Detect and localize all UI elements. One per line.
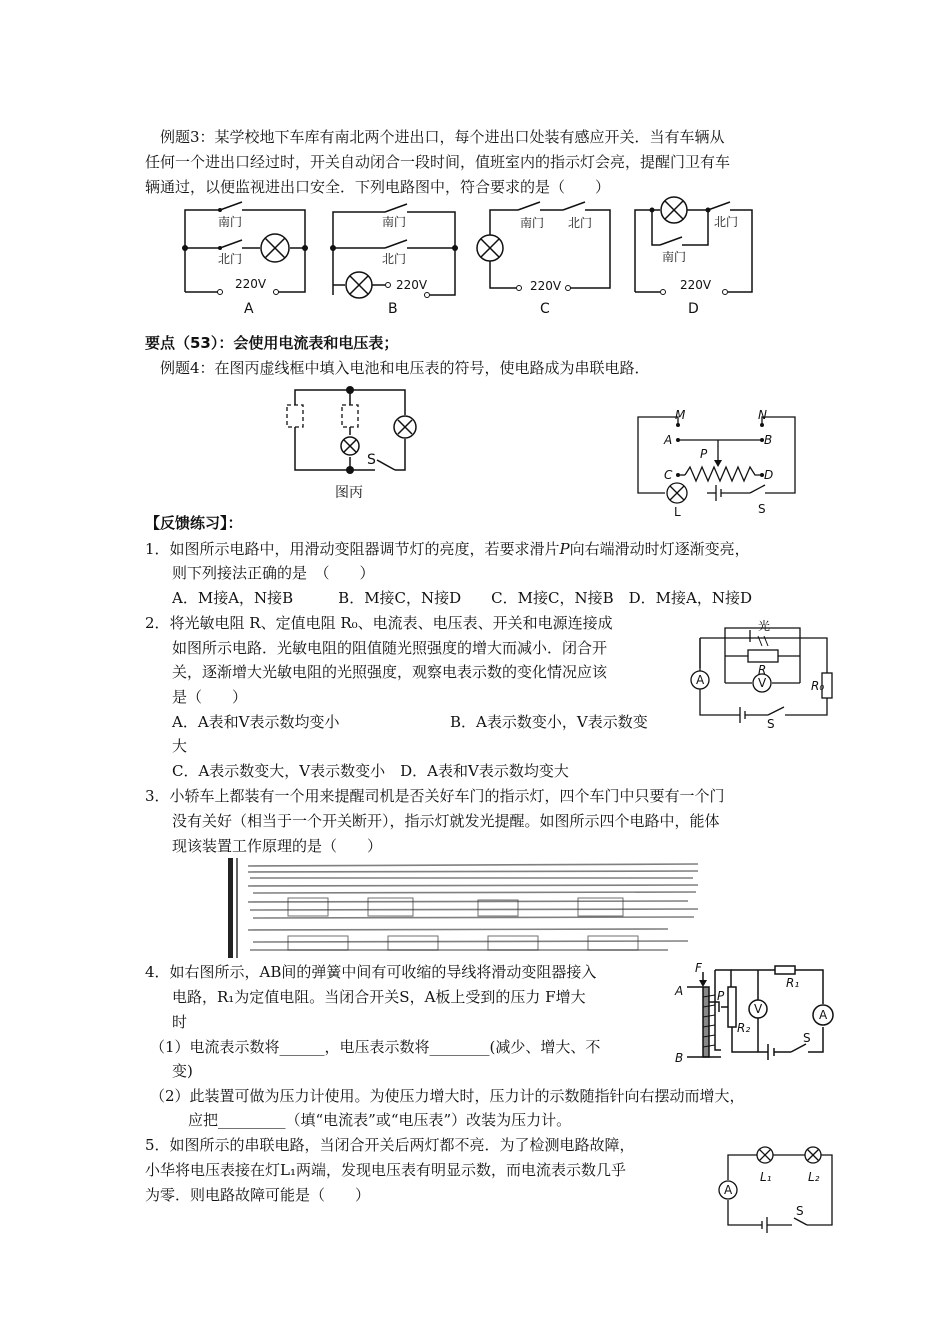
q2-options-cd: C．A表示数变大，V表示数变小 D．A表和V表示数均变大 (172, 762, 569, 780)
q5-line-3: 为零．则电路故障可能是（ ） (145, 1186, 371, 1204)
rheo-label-a: A (664, 433, 673, 447)
ex3-line-2: 任何一个进出口经过时，开关自动闭合一段时间，值班室内的指示灯会亮，提醒门卫有车 (145, 153, 731, 171)
q2-option-b-cont: 大 (172, 737, 188, 755)
r2-label: R₂ (737, 1021, 751, 1035)
q2-option-a: A．A表和V表示数均变小 (172, 713, 340, 731)
q5-line-1: 5．如图所示的串联电路，当闭合开关后两灯都不亮．为了检测电路故障， (145, 1136, 635, 1154)
q4-sub-1-cont: 变) (172, 1062, 193, 1080)
ex3-line-3: 辆通过，以便监视进出口安全．下列电路图中，符合要求的是（ ） (145, 178, 611, 196)
q4-sub-1: （1）电流表示数将______，电压表示数将________(减少、增大、不 (150, 1038, 601, 1056)
option-label-b: B (388, 301, 398, 317)
rheo-label-c: C (664, 468, 673, 482)
north-gate-label: 北门 (218, 252, 243, 266)
switch-label: S (796, 1204, 804, 1218)
q3-line-1: 3．小轿车上都装有一个用来提醒司机是否关好车门的指示灯，四个车门中只要有一个门 (145, 787, 725, 805)
q3-line-2: 没有关好（相当于一个开关断开），指示灯就发光提醒。如图所示四个电路中，能体 (172, 812, 720, 830)
plate-a-label: A (675, 984, 684, 998)
pointer-p-label: P (717, 989, 725, 1003)
slider-p-symbol: P (559, 540, 570, 558)
feedback-heading: 【反馈练习】： (145, 514, 243, 532)
ammeter-label: A (724, 1183, 733, 1197)
lamp-l1-label: L₁ (760, 1170, 772, 1184)
figure-bing-circuit (285, 385, 425, 505)
q2-line-4: 是（ ） (172, 688, 248, 706)
switch-label: S (803, 1031, 811, 1045)
north-gate-label: 北门 (568, 216, 593, 230)
ex4-line-1: 例题4：在图丙虚线框中填入电池和电压表的符号，使电路成为串联电路． (160, 359, 650, 377)
q4-sub-2: （2）此装置可做为压力计使用。为使压力增大时，压力计的示数随指针向右摆动而增大， (150, 1087, 745, 1105)
circuit-b (330, 200, 470, 320)
rheo-label-m: M (675, 408, 686, 422)
ammeter-label: A (696, 673, 705, 687)
voltmeter-label: V (758, 676, 767, 690)
switch-label: S (767, 717, 775, 731)
ex3-line-1: 例题3：某学校地下车库有南北两个进出口，每个进出口处装有感应开关．当有车辆从 (160, 128, 725, 146)
option-label-a: A (244, 301, 254, 317)
circuit-c (478, 200, 618, 320)
option-label-c: C (540, 301, 550, 317)
voltage-label: 220V (396, 278, 428, 292)
q2-option-b: B．A表示数变小，V表示数变 (450, 713, 648, 731)
south-gate-label: 南门 (382, 215, 407, 229)
voltage-label: 220V (680, 278, 712, 292)
q5-line-2: 小华将电压表接在灯L₁两端，发现电压表有明显示数，而电流表示数几乎 (145, 1161, 626, 1179)
q1-line-2: 则下列接法正确的是 （ ） (172, 564, 375, 582)
q4-line-2: 电路，R₁为定值电阻。当闭合开关S，A板上受到的压力 F增大 (172, 988, 586, 1006)
option-label-d: D (688, 301, 699, 317)
q4-sub-2-cont: 应把_________（填“电流表”或“电压表”）改装为压力计。 (188, 1111, 572, 1129)
force-f-label: F (695, 961, 702, 975)
ammeter-label: A (819, 1008, 828, 1022)
figure-bing-caption: 图丙 (335, 485, 363, 501)
figure-bing-switch-label: S (367, 452, 376, 468)
q1-options: A．M接A，N接B B．M接C，N接D C．M接C，N接B D．M接A，N接D (172, 589, 753, 607)
q4-line-3: 时 (172, 1013, 188, 1031)
r1-label: R₁ (786, 976, 800, 990)
q1-line-1: 1．如图所示电路中，用滑动变阻器调节灯的亮度，若要求滑片P向右端滑动时灯逐渐变亮， (145, 540, 750, 558)
circuit-a (180, 200, 320, 320)
r-label: R (758, 663, 767, 677)
r0-label: R₀ (811, 679, 825, 693)
rheo-label-n: N (758, 408, 767, 422)
pressure-gauge-circuit (673, 962, 843, 1072)
q3-line-3: 现该装置工作原理的是（ ） (172, 837, 383, 855)
series-lamp-circuit (712, 1145, 842, 1230)
south-gate-label: 南门 (218, 215, 243, 229)
plate-b-label: B (675, 1051, 684, 1065)
circuit-d (630, 195, 780, 320)
light-label: 光 (758, 619, 771, 633)
voltage-label: 220V (235, 277, 267, 291)
q2-line-1: 2．将光敏电阻 R、定值电阻 R₀、电流表、电压表、开关和电源连接成 (145, 614, 613, 632)
south-gate-label: 南门 (662, 250, 687, 264)
q3-circuits-image (228, 858, 703, 958)
north-gate-label: 北门 (714, 215, 739, 229)
lamp-l2-label: L₂ (808, 1170, 820, 1184)
rheo-label-l: L (674, 505, 681, 519)
voltmeter-label: V (754, 1002, 763, 1016)
key-point-53: 要点（53）：会使用电流表和电压表； (145, 334, 399, 352)
rheo-label-b: B (764, 433, 773, 447)
rheo-label-d: D (764, 468, 774, 482)
photoresistor-circuit (690, 618, 840, 731)
q2-line-2: 如图所示电路．光敏电阻的阻值随光照强度的增大而减小．闭合开 (172, 639, 608, 657)
q4-line-1: 4．如右图所示，AB间的弹簧中间有可收缩的导线将滑动变阻器接入 (145, 963, 597, 981)
rheo-label-s: S (758, 502, 766, 516)
voltage-label: 220V (530, 279, 562, 293)
q2-line-3: 关，逐渐增大光敏电阻的光照强度，观察电表示数的变化情况应该 (172, 663, 608, 681)
north-gate-label: 北门 (382, 252, 407, 266)
south-gate-label: 南门 (520, 216, 545, 230)
rheostat-circuit (630, 405, 800, 520)
rheo-label-p: P (700, 447, 708, 461)
